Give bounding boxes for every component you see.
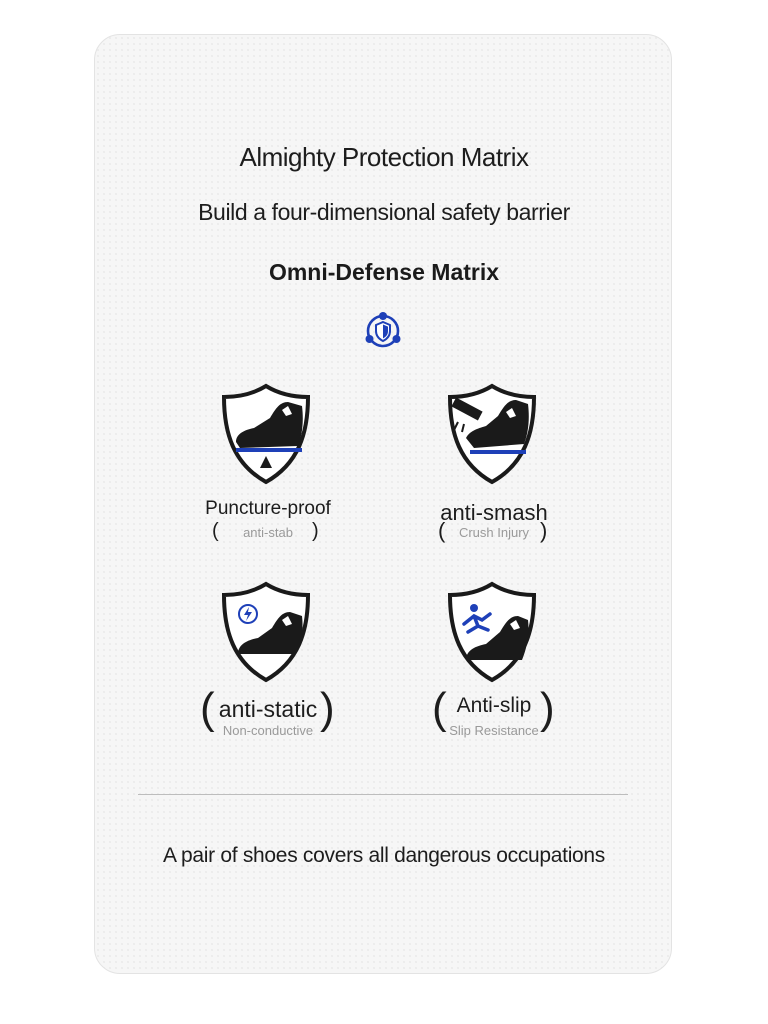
feature-title: Anti-slip (456, 694, 532, 717)
footer-tagline: A pair of shoes covers all dangerous occupations (162, 844, 606, 867)
feature-title: anti-static (218, 696, 318, 722)
right-paren: ) (540, 518, 548, 543)
left-paren: ( (438, 518, 446, 543)
static-shield-icon (218, 580, 314, 684)
feature-subtitle: Crush Injury (458, 525, 530, 540)
left-paren: ( (200, 684, 215, 733)
left-paren: ( (212, 520, 219, 542)
feature-subtitle: Non-conductive (222, 723, 314, 738)
feature-subtitle: anti-stab (243, 525, 293, 540)
feature-anti-static (168, 580, 368, 750)
right-paren: ) (320, 684, 335, 733)
feature-anti-slip (394, 580, 594, 750)
feature-title: anti-smash (440, 500, 548, 525)
subtitle: Build a four-dimensional safety barrier (198, 199, 570, 225)
puncture-shield-icon (218, 382, 314, 486)
smash-shield-icon (444, 382, 540, 486)
feature-anti-smash (394, 382, 594, 552)
feature-subtitle: Slip Resistance (449, 723, 539, 738)
shield-network-icon (362, 310, 404, 352)
left-paren: ( (432, 684, 447, 733)
feature-puncture-proof (168, 382, 368, 552)
headline: Almighty Protection Matrix (239, 142, 529, 172)
divider (138, 794, 628, 795)
feature-title: Puncture-proof (205, 498, 331, 519)
right-paren: ) (312, 520, 319, 542)
slip-shield-icon (444, 580, 540, 684)
right-paren: ) (540, 684, 555, 733)
section-title: Omni-Defense Matrix (268, 259, 500, 285)
